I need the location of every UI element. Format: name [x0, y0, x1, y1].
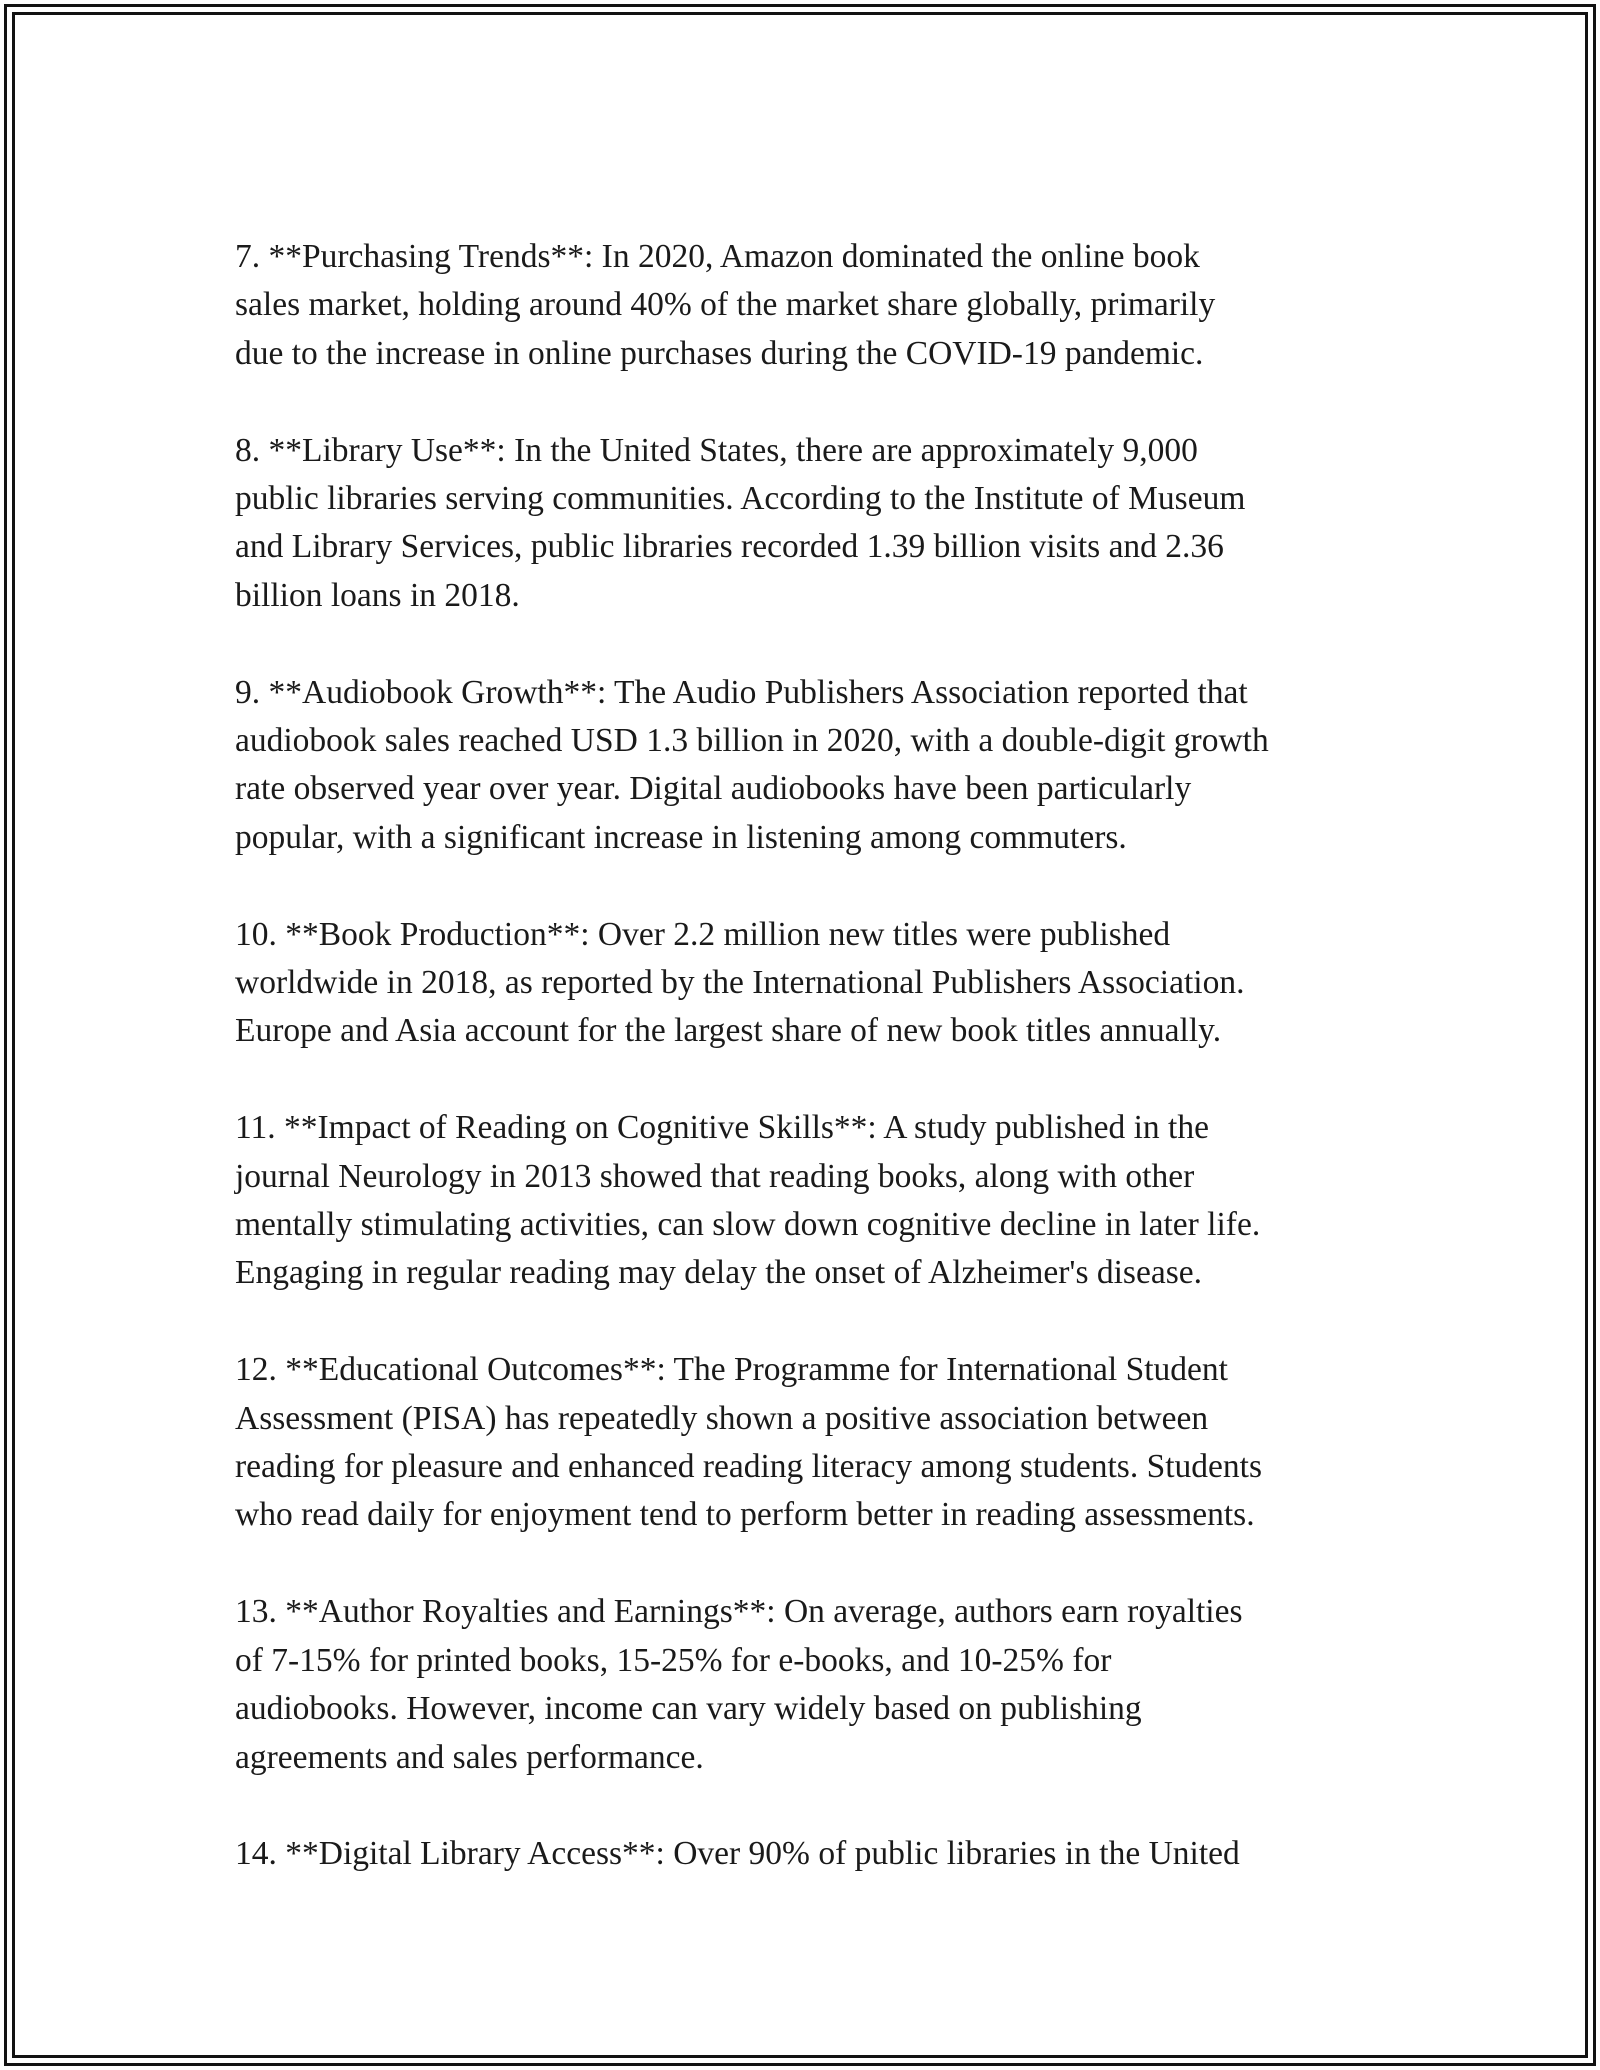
text-line: 7. **Purchasing Trends**: In 2020, Amazon dominated the online book	[235, 238, 1200, 275]
text-line: 11. **Impact of Reading on Cognitive Skills**: A study published in the	[235, 1109, 1209, 1147]
text-line: mentally stimulating activities, can slow down cognitive decline in later life.	[235, 1206, 1261, 1244]
paragraph-book-production	[235, 911, 1415, 1056]
text-line: Assessment (PISA) has repeatedly shown a positive association between	[235, 1399, 1209, 1437]
text-line: 10. **Book Production**: Over 2.2 million new titles were published	[235, 915, 1171, 953]
text-line: agreements and sales performance.	[235, 1738, 704, 1776]
paragraph-audiobook-growth	[235, 669, 1415, 863]
text-line: sales market, holding around 40% of the market share globally, primarily	[235, 286, 1216, 324]
text-line: who read daily for enjoyment tend to perform better in reading assessments.	[235, 1496, 1255, 1534]
paragraph-educational-outcomes	[235, 1346, 1415, 1540]
text-line: of 7-15% for printed books, 15-25% for e-books, and 10-25% for	[235, 1641, 1112, 1679]
document-body	[235, 233, 1415, 1927]
text-line: and Library Services, public libraries recorded 1.39 billion visits and 2.36	[235, 528, 1224, 566]
paragraph-purchasing-trends	[235, 233, 1415, 378]
text-line: billion loans in 2018.	[235, 576, 520, 614]
paragraph-digital-library-access	[235, 1830, 1415, 1878]
text-line: public libraries serving communities. According to the Institute of Museum	[235, 480, 1246, 518]
text-line: 13. **Author Royalties and Earnings**: On average, authors earn royalties	[235, 1593, 1243, 1631]
text-line: journal Neurology in 2013 showed that reading books, along with other	[235, 1157, 1195, 1195]
text-line: Europe and Asia account for the largest share of new book titles annually.	[235, 1012, 1222, 1050]
text-line: reading for pleasure and enhanced reading literacy among students. Students	[235, 1448, 1262, 1486]
text-line: 14. **Digital Library Access**: Over 90% of public libraries in the United	[235, 1835, 1240, 1873]
paragraph-library-use	[235, 427, 1415, 621]
text-line: 12. **Educational Outcomes**: The Programme for International Student	[235, 1351, 1228, 1389]
paragraph-author-royalties	[235, 1588, 1415, 1782]
text-line: rate observed year over year. Digital audiobooks have been particularly	[235, 770, 1192, 808]
text-line: worldwide in 2018, as reported by the International Publishers Association.	[235, 964, 1245, 1002]
text-line: 8. **Library Use**: In the United States, there are approximately 9,000	[235, 431, 1198, 469]
text-line: popular, with a significant increase in listening among commuters.	[235, 818, 1127, 856]
text-line: audiobook sales reached USD 1.3 billion in 2020, with a double-digit growth	[235, 722, 1269, 760]
text-line: audiobooks. However, income can vary widely based on publishing	[235, 1690, 1142, 1728]
text-line: Engaging in regular reading may delay the onset of Alzheimer's disease.	[235, 1254, 1202, 1292]
paragraph-cognitive-skills	[235, 1104, 1415, 1298]
text-line: due to the increase in online purchases during the COVID-19 pandemic.	[235, 334, 1204, 372]
text-line: 9. **Audiobook Growth**: The Audio Publishers Association reported that	[235, 673, 1248, 711]
